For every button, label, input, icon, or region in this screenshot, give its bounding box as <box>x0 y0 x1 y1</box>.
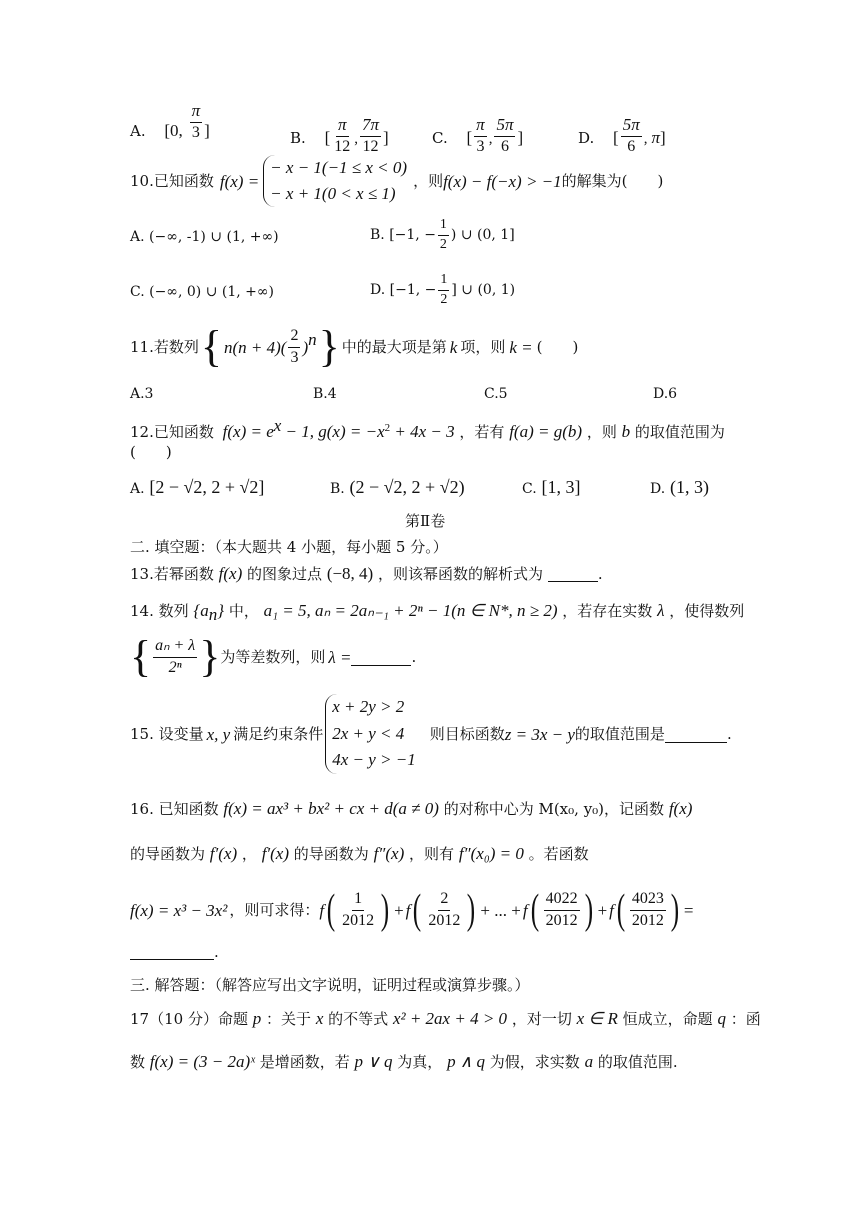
q9-option-c: C. [ $\frac{\pi}{3}$ , $\frac{5\pi}{6}$ ] <box>432 115 524 155</box>
q11-stem: 11.若数列 { n(n + 4)( $\frac{2}{3}$ ) $^n$ } 中的最大项是第 k 项，则 k = ( ) <box>130 322 579 371</box>
q10-stem: 10.已知函数 f(x) = − x − 1(−1 ≤ x < 0) − x + 1(0 < x ≤ 1) ，则 f(x) − f(−x) > −1 的解集为( ) <box>130 157 663 205</box>
q14-line2: { $\frac{\text{aₙ + λ}}{\text{2ⁿ}}$ } 为等差数列，则 λ = . <box>130 632 417 681</box>
q17-line1: 17（10 分）命题 p ：关于 x 的不等式 x² + 2ax + 4 > 0 ，对一切 x ∈ R 恒成立，命题 q ：函 <box>130 1009 761 1028</box>
q12-option-d: D. (1, 3) <box>650 477 709 497</box>
q12-option-c: C. [1, 3] <box>522 477 581 497</box>
fraction: $\frac{7\pi}{12}$ <box>362 115 380 155</box>
fraction: $\frac{1}{2}$ <box>440 272 448 307</box>
fraction: $\frac{\text{aₙ + λ}}{\text{2ⁿ}}$ <box>155 636 196 676</box>
q16-line3: f(x) = x³ − 3x² ，则可求得： f ( $\frac{1}{2012}$ ) + f ( $\frac{2}{2012}$ ) + ... + f ( $\frac{4022}{2012}$ ) + f ( $\frac{4023}{2012}$ ) = <box>130 887 694 933</box>
fraction: $\frac{2}{3}$ <box>290 326 299 366</box>
q12-stem: 12.已知函数 $f(x) = e^x - 1$, $g(x) = -x^2 + 4x - 3$ ，若有 f(a) = g(b) ，则 b 的取值范围为 <box>130 416 725 441</box>
brace-right: } <box>199 632 221 681</box>
q10-option-b: B. [−1, − $\frac{1}{2}$ ) ∪ (0, 1] <box>370 217 515 252</box>
q13: 13.若幂函数 f(x) 的图象过点 (−8, 4) ，则该幂函数的解析式为 . <box>130 564 603 583</box>
section-3-heading: 三. 解答题：（解答应写出文字说明，证明过程或演算步骤。） <box>130 976 530 994</box>
fraction: $\frac{\pi}{3}$ <box>476 115 485 155</box>
q16-line1: 16. 已知函数 f(x) = ax³ + bx² + cx + d(a ≠ 0) 的对称中心为 M(x₀, y₀)，记函数 f(x) <box>130 799 693 818</box>
q16-line2: 的导函数为 f′(x) ， f′(x) 的导函数为 f″(x) ，则有 f″(x₀) = 0 。若函数 <box>130 844 589 863</box>
q12-paren: ( ) <box>130 443 172 461</box>
fraction: $\frac{1}{2}$ <box>439 217 447 252</box>
fraction: $\frac{2}{2012}$ <box>428 889 461 929</box>
brace-right: } <box>318 322 340 371</box>
answer-blank[interactable] <box>665 726 727 743</box>
fraction: $\frac{4023}{2012}$ <box>631 889 664 929</box>
fraction: $\frac{\pi}{3}$ <box>191 101 201 141</box>
q14-line1: 14. 数列 $\{a_n\}$ 中， a₁ = 5, aₙ = 2aₙ₋₁ + 2ⁿ − 1(n ∈ N*, n ≥ 2) ，若存在实数 λ ，使得数列 <box>130 601 745 624</box>
fraction: $\frac{5\pi}{6}$ <box>622 115 640 155</box>
q9-option-a: A. [0, $\frac{\pi}{3}$ ] <box>130 101 210 141</box>
answer-blank[interactable] <box>130 945 214 960</box>
section-2-heading: 二. 填空题：（本大题共 4 小题，每小题 5 分。） <box>130 538 448 556</box>
q10-option-a: A. (−∞, -1) ∪ (1, +∞) <box>130 229 279 245</box>
q12-option-b: B. (2 − √2, 2 + √2) <box>330 477 465 497</box>
q10-option-c: C. (−∞, 0) ∪ (1, +∞) <box>130 284 274 300</box>
q11-option-a: A.3 <box>130 386 154 402</box>
q9-option-d: D. [ $\frac{5\pi}{6}$ , π] <box>578 115 666 155</box>
constraint-system: x + 2y > 2 2x + y < 4 4x − y > −1 <box>325 694 416 773</box>
fraction: $\frac{4022}{2012}$ <box>545 889 578 929</box>
q17-line2: 数 f(x) = (3 − 2a)ˣ 是增函数，若 p ∨ q 为真， p ∧ q 为假，求实数 a 的取值范围. <box>130 1052 678 1071</box>
piecewise-cases: − x − 1(−1 ≤ x < 0) − x + 1(0 < x ≤ 1) <box>263 155 407 208</box>
fraction: $\frac{5\pi}{6}$ <box>496 115 514 155</box>
q11-option-b: B.4 <box>313 386 337 402</box>
q16-answer-line: . <box>130 945 219 960</box>
brace-left: { <box>130 632 152 681</box>
answer-blank[interactable] <box>548 581 598 582</box>
brace-left: { <box>200 322 222 371</box>
q11-option-c: C.5 <box>484 386 508 402</box>
fraction: $\frac{\pi}{12}$ <box>334 115 351 155</box>
section-2-title: 第Ⅱ卷 <box>405 512 446 530</box>
q9-option-b: B. [ $\frac{\pi}{12}$ , $\frac{7\pi}{12}$ ] <box>290 115 389 155</box>
q12-option-a: A. [2 − √2, 2 + √2] <box>130 477 265 497</box>
q10-option-d: D. [−1, − $\frac{1}{2}$ ] ∪ (0, 1) <box>370 272 516 307</box>
answer-blank[interactable] <box>351 649 411 666</box>
q11-option-d: D.6 <box>653 386 678 402</box>
q15: 15. 设变量 x, y 满足约束条件 x + 2y > 2 2x + y < 4 4x − y > −1 则目标函数 z = 3x − y 的取值范围是 . <box>130 694 732 774</box>
fraction: $\frac{1}{2012}$ <box>342 889 375 929</box>
